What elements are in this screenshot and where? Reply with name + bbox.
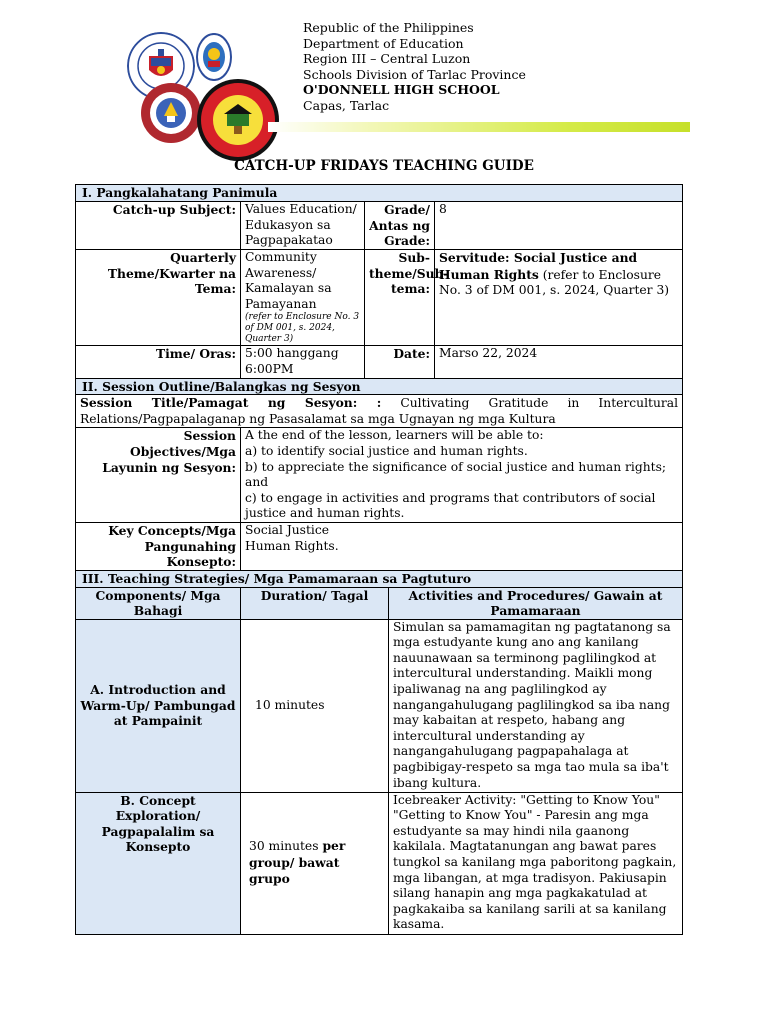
odonnell-high-school-logo bbox=[196, 78, 280, 162]
header-line-division: Schools Division of Tarlac Province bbox=[303, 66, 526, 82]
teaching-guide-table bbox=[75, 184, 683, 935]
col-header-components: Components/ Mga Bahagi bbox=[76, 587, 241, 619]
header-line-republic: Republic of the Philippines bbox=[303, 20, 474, 35]
key-concept-2: Human Rights. bbox=[245, 538, 339, 553]
header-line-department: Department of Education bbox=[303, 35, 464, 51]
subject-label: Catch-up Subject: bbox=[76, 202, 241, 250]
school-location: Capas, Tarlac bbox=[303, 97, 390, 113]
session-title-label: Session Title/Pamagat ng Sesyon: : bbox=[80, 395, 382, 411]
objectives-list bbox=[241, 428, 683, 523]
school-division-seal-logo bbox=[140, 82, 202, 144]
header-divider-bar bbox=[268, 122, 690, 132]
document-title: CATCH-UP FRIDAYS TEACHING GUIDE bbox=[234, 158, 534, 174]
quarterly-theme-note: (refer to Enclosure No. 3 of DM 001, s. 2024, Quarter 3) bbox=[245, 312, 360, 345]
tarlac-division-logo bbox=[196, 33, 232, 81]
time-label: Time/ Oras: bbox=[76, 346, 241, 378]
header-line-region: Region III – Central Luzon bbox=[303, 51, 471, 67]
col-header-activities: Activities and Procedures/ Gawain at Pamamaraan bbox=[389, 587, 683, 619]
col-header-duration: Duration/ Tagal bbox=[241, 587, 389, 619]
session-title-row bbox=[76, 395, 683, 428]
key-concepts-label: Key Concepts/Mga Pangunahing Konsepto: bbox=[76, 522, 241, 570]
component-a: A. Introduction and Warm-Up/ Pambungad at Pampainit bbox=[76, 619, 241, 792]
duration-b bbox=[241, 792, 389, 934]
date-label: Date: bbox=[365, 346, 435, 378]
grade-label: Grade/ Antas ng Grade: bbox=[365, 202, 435, 250]
objectives-intro: A the end of the lesson, learners will be able to: bbox=[245, 428, 544, 443]
duration-b-text: 30 minutes bbox=[249, 839, 323, 854]
component-b: B. Concept Exploration/ Pagpapalalim sa Konsepto bbox=[76, 792, 241, 934]
sub-theme-label: Sub-theme/Sub-tema: bbox=[365, 250, 435, 346]
subject-value: Values Education/ Edukasyon sa Pagpapakatao bbox=[241, 202, 365, 250]
section-3-heading: III. Teaching Strategies/ Mga Pamamaraan sa Pagtuturo bbox=[76, 570, 683, 587]
quarterly-theme-value bbox=[241, 250, 365, 346]
grade-value: 8 bbox=[435, 202, 683, 250]
duration-b-bold: per group/ bawat grupo bbox=[249, 838, 346, 887]
activity-a: Simulan sa pamamagitan ng pagtatanong sa mga estudyante kung ano ang kanilang nauunawaan sa terminong paglilingkod at intercultural understanding. Maikli mong ipaliwanag na ang paglilingkod ay nangangahulugang paglilingkod sa iba nang may kabaitan at respeto, habang ang intercultural understanding ay nangangahulugang pagpapahalaga at pagbibigay-respeto sa mga tao mula sa iba't ibang kultura. bbox=[389, 619, 683, 792]
sub-theme-value bbox=[435, 250, 683, 346]
sub-theme-reference: (refer to Enclosure No. 3 of DM 001, s. 2024, Quarter 3) bbox=[439, 267, 670, 298]
objective-c: c) to engage in activities and programs that contributors of social justice and human rights. bbox=[245, 490, 656, 521]
key-concept-1: Social Justice bbox=[245, 522, 330, 537]
date-value: Marso 22, 2024 bbox=[435, 346, 683, 378]
school-name: O'DONNELL HIGH SCHOOL bbox=[303, 82, 500, 98]
activity-b: Icebreaker Activity: "Getting to Know You" "Getting to Know You" - Paresin ang mga estudyante sa may hindi nila gaanong kakilala. Magtatanungan ang bawat pares tungkol sa kanilang mga paboritong pagkain, mga libangan, at mga tradisyon. Pakiusapin silang hanapin ang mga pagkakatulad at pagkakaiba sa kanilang sarili at sa kanilang kasama. bbox=[389, 792, 683, 934]
section-2-heading: II. Session Outline/Balangkas ng Sesyon bbox=[76, 378, 683, 395]
time-value: 5:00 hanggang 6:00PM bbox=[241, 346, 365, 378]
session-title-value: Cultivating Gratitude in Intercultural Relations/Pagpapalaganap ng Pasasalamat sa mga Ugnayan ng mga Kultura bbox=[80, 396, 679, 426]
key-concepts-list bbox=[241, 522, 683, 570]
section-1-heading: I. Pangkalahatang Panimula bbox=[76, 185, 683, 202]
quarterly-theme-label: Quarterly Theme/Kwarter na Tema: bbox=[76, 250, 241, 346]
quarterly-theme-text: Community Awareness/ Kamalayan sa Pamayanan bbox=[245, 250, 332, 311]
duration-a-text: 10 minutes bbox=[255, 698, 325, 713]
letterhead bbox=[303, 20, 526, 114]
duration-a bbox=[241, 619, 389, 792]
objective-a: a) to identify social justice and human rights. bbox=[245, 443, 528, 458]
sub-theme-bold-text: Servitude: Social Justice and Human Rights bbox=[439, 250, 638, 282]
objectives-label: Session Objectives/Mga Layunin ng Sesyon: bbox=[76, 428, 241, 523]
objective-b: b) to appreciate the significance of social justice and human rights; and bbox=[245, 459, 667, 490]
